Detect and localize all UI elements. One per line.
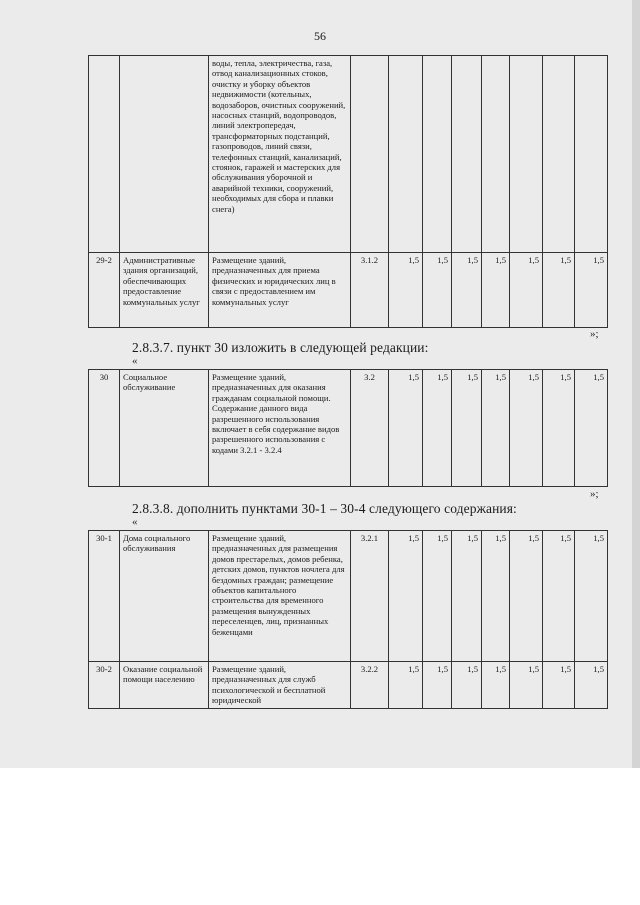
row-number: 30-1 bbox=[89, 531, 120, 662]
value-cell: 1,5 bbox=[423, 253, 452, 328]
value-cell bbox=[575, 56, 608, 253]
value-cell: 1,5 bbox=[543, 370, 575, 487]
value-cell: 1,5 bbox=[510, 370, 543, 487]
page-number: 56 bbox=[314, 29, 326, 43]
table-items-30-1-30-4 bbox=[88, 530, 608, 709]
value-cell: 1,5 bbox=[389, 370, 423, 487]
value-cell: 1,5 bbox=[452, 531, 482, 662]
use-type-code bbox=[351, 56, 389, 253]
value-cell: 1,5 bbox=[482, 531, 510, 662]
row-number bbox=[89, 56, 120, 253]
value-cell: 1,5 bbox=[423, 662, 452, 709]
value-cell bbox=[452, 56, 482, 253]
use-type-name: Дома социального обслуживания bbox=[120, 531, 209, 662]
value-cell bbox=[423, 56, 452, 253]
value-cell bbox=[389, 56, 423, 253]
value-cell: 1,5 bbox=[543, 662, 575, 709]
use-type-code: 3.2 bbox=[351, 370, 389, 487]
value-cell: 1,5 bbox=[543, 531, 575, 662]
use-type-description: воды, тепла, электричества, газа, отвод канализационных стоков, очистку и уборку объектов недвижимости (котельных, водозаборов, очистных сооружений, насосных станций, водопроводов, линий электропередач, трансформаторных подстанций, газопроводов, линий связи, телефонных станций, канализаций, стоянок, гаражей и мастерских для обслуживания уборочной и аварийной техники, сооружений, необходимых для сбора и плавки снега) bbox=[209, 56, 351, 253]
use-type-name: Оказание социальной помощи населению bbox=[120, 662, 209, 709]
use-type-code: 3.2.2 bbox=[351, 662, 389, 709]
use-type-name: Социальное обслуживание bbox=[120, 370, 209, 487]
value-cell: 1,5 bbox=[543, 253, 575, 328]
section-heading: 2.8.3.8. дополнить пунктами 30-1 – 30-4 следующего содержания: bbox=[132, 501, 517, 516]
row-number: 30 bbox=[89, 370, 120, 487]
use-type-description: Размещение зданий, предназначенных для служб психологической и бесплатной юридической bbox=[209, 662, 351, 709]
table-row bbox=[89, 370, 608, 487]
use-type-code: 3.1.2 bbox=[351, 253, 389, 328]
value-cell: 1,5 bbox=[482, 662, 510, 709]
value-cell: 1,5 bbox=[452, 370, 482, 487]
value-cell bbox=[543, 56, 575, 253]
opening-quote: « bbox=[132, 355, 138, 367]
value-cell: 1,5 bbox=[452, 253, 482, 328]
value-cell: 1,5 bbox=[423, 531, 452, 662]
value-cell: 1,5 bbox=[510, 662, 543, 709]
value-cell: 1,5 bbox=[575, 253, 608, 328]
table-row bbox=[89, 56, 608, 253]
table-continuation bbox=[88, 55, 608, 328]
value-cell: 1,5 bbox=[575, 531, 608, 662]
table-item-30 bbox=[88, 369, 608, 487]
use-type-description: Размещение зданий, предназначенных для размещения домов престарелых, домов ребенка, детских домов, пунктов ночлега для бездомных граждан; размещение объектов капитального строительства для временного размещения вынужденных переселенцев, лиц, признанных беженцами bbox=[209, 531, 351, 662]
table-row bbox=[89, 662, 608, 709]
use-type-description: Размещение зданий, предназначенных для оказания гражданам социальной помощи. Содержание данного вида разрешенного использования включает в себя содержание видов разрешенного использования с кодами 3.2.1 - 3.2.4 bbox=[209, 370, 351, 487]
value-cell: 1,5 bbox=[482, 253, 510, 328]
value-cell: 1,5 bbox=[389, 662, 423, 709]
use-type-name bbox=[120, 56, 209, 253]
value-cell: 1,5 bbox=[482, 370, 510, 487]
value-cell: 1,5 bbox=[510, 531, 543, 662]
closing-quote: »; bbox=[590, 328, 599, 340]
use-type-code: 3.2.1 bbox=[351, 531, 389, 662]
use-type-description: Размещение зданий, предназначенных для приема физических и юридических лиц в связи с предоставлением им коммунальных услуг bbox=[209, 253, 351, 328]
row-number: 30-2 bbox=[89, 662, 120, 709]
value-cell: 1,5 bbox=[423, 370, 452, 487]
opening-quote: « bbox=[132, 516, 138, 528]
value-cell bbox=[510, 56, 543, 253]
table-row bbox=[89, 253, 608, 328]
use-type-name: Административные здания организаций, обеспечивающих предоставление коммунальных услуг bbox=[120, 253, 209, 328]
value-cell: 1,5 bbox=[575, 370, 608, 487]
value-cell bbox=[482, 56, 510, 253]
row-number: 29-2 bbox=[89, 253, 120, 328]
table-row bbox=[89, 531, 608, 662]
value-cell: 1,5 bbox=[389, 531, 423, 662]
page-edge-shadow bbox=[632, 0, 640, 768]
value-cell: 1,5 bbox=[389, 253, 423, 328]
value-cell: 1,5 bbox=[452, 662, 482, 709]
section-heading: 2.8.3.7. пункт 30 изложить в следующей редакции: bbox=[132, 340, 429, 355]
closing-quote: »; bbox=[590, 488, 599, 500]
value-cell: 1,5 bbox=[510, 253, 543, 328]
value-cell: 1,5 bbox=[575, 662, 608, 709]
